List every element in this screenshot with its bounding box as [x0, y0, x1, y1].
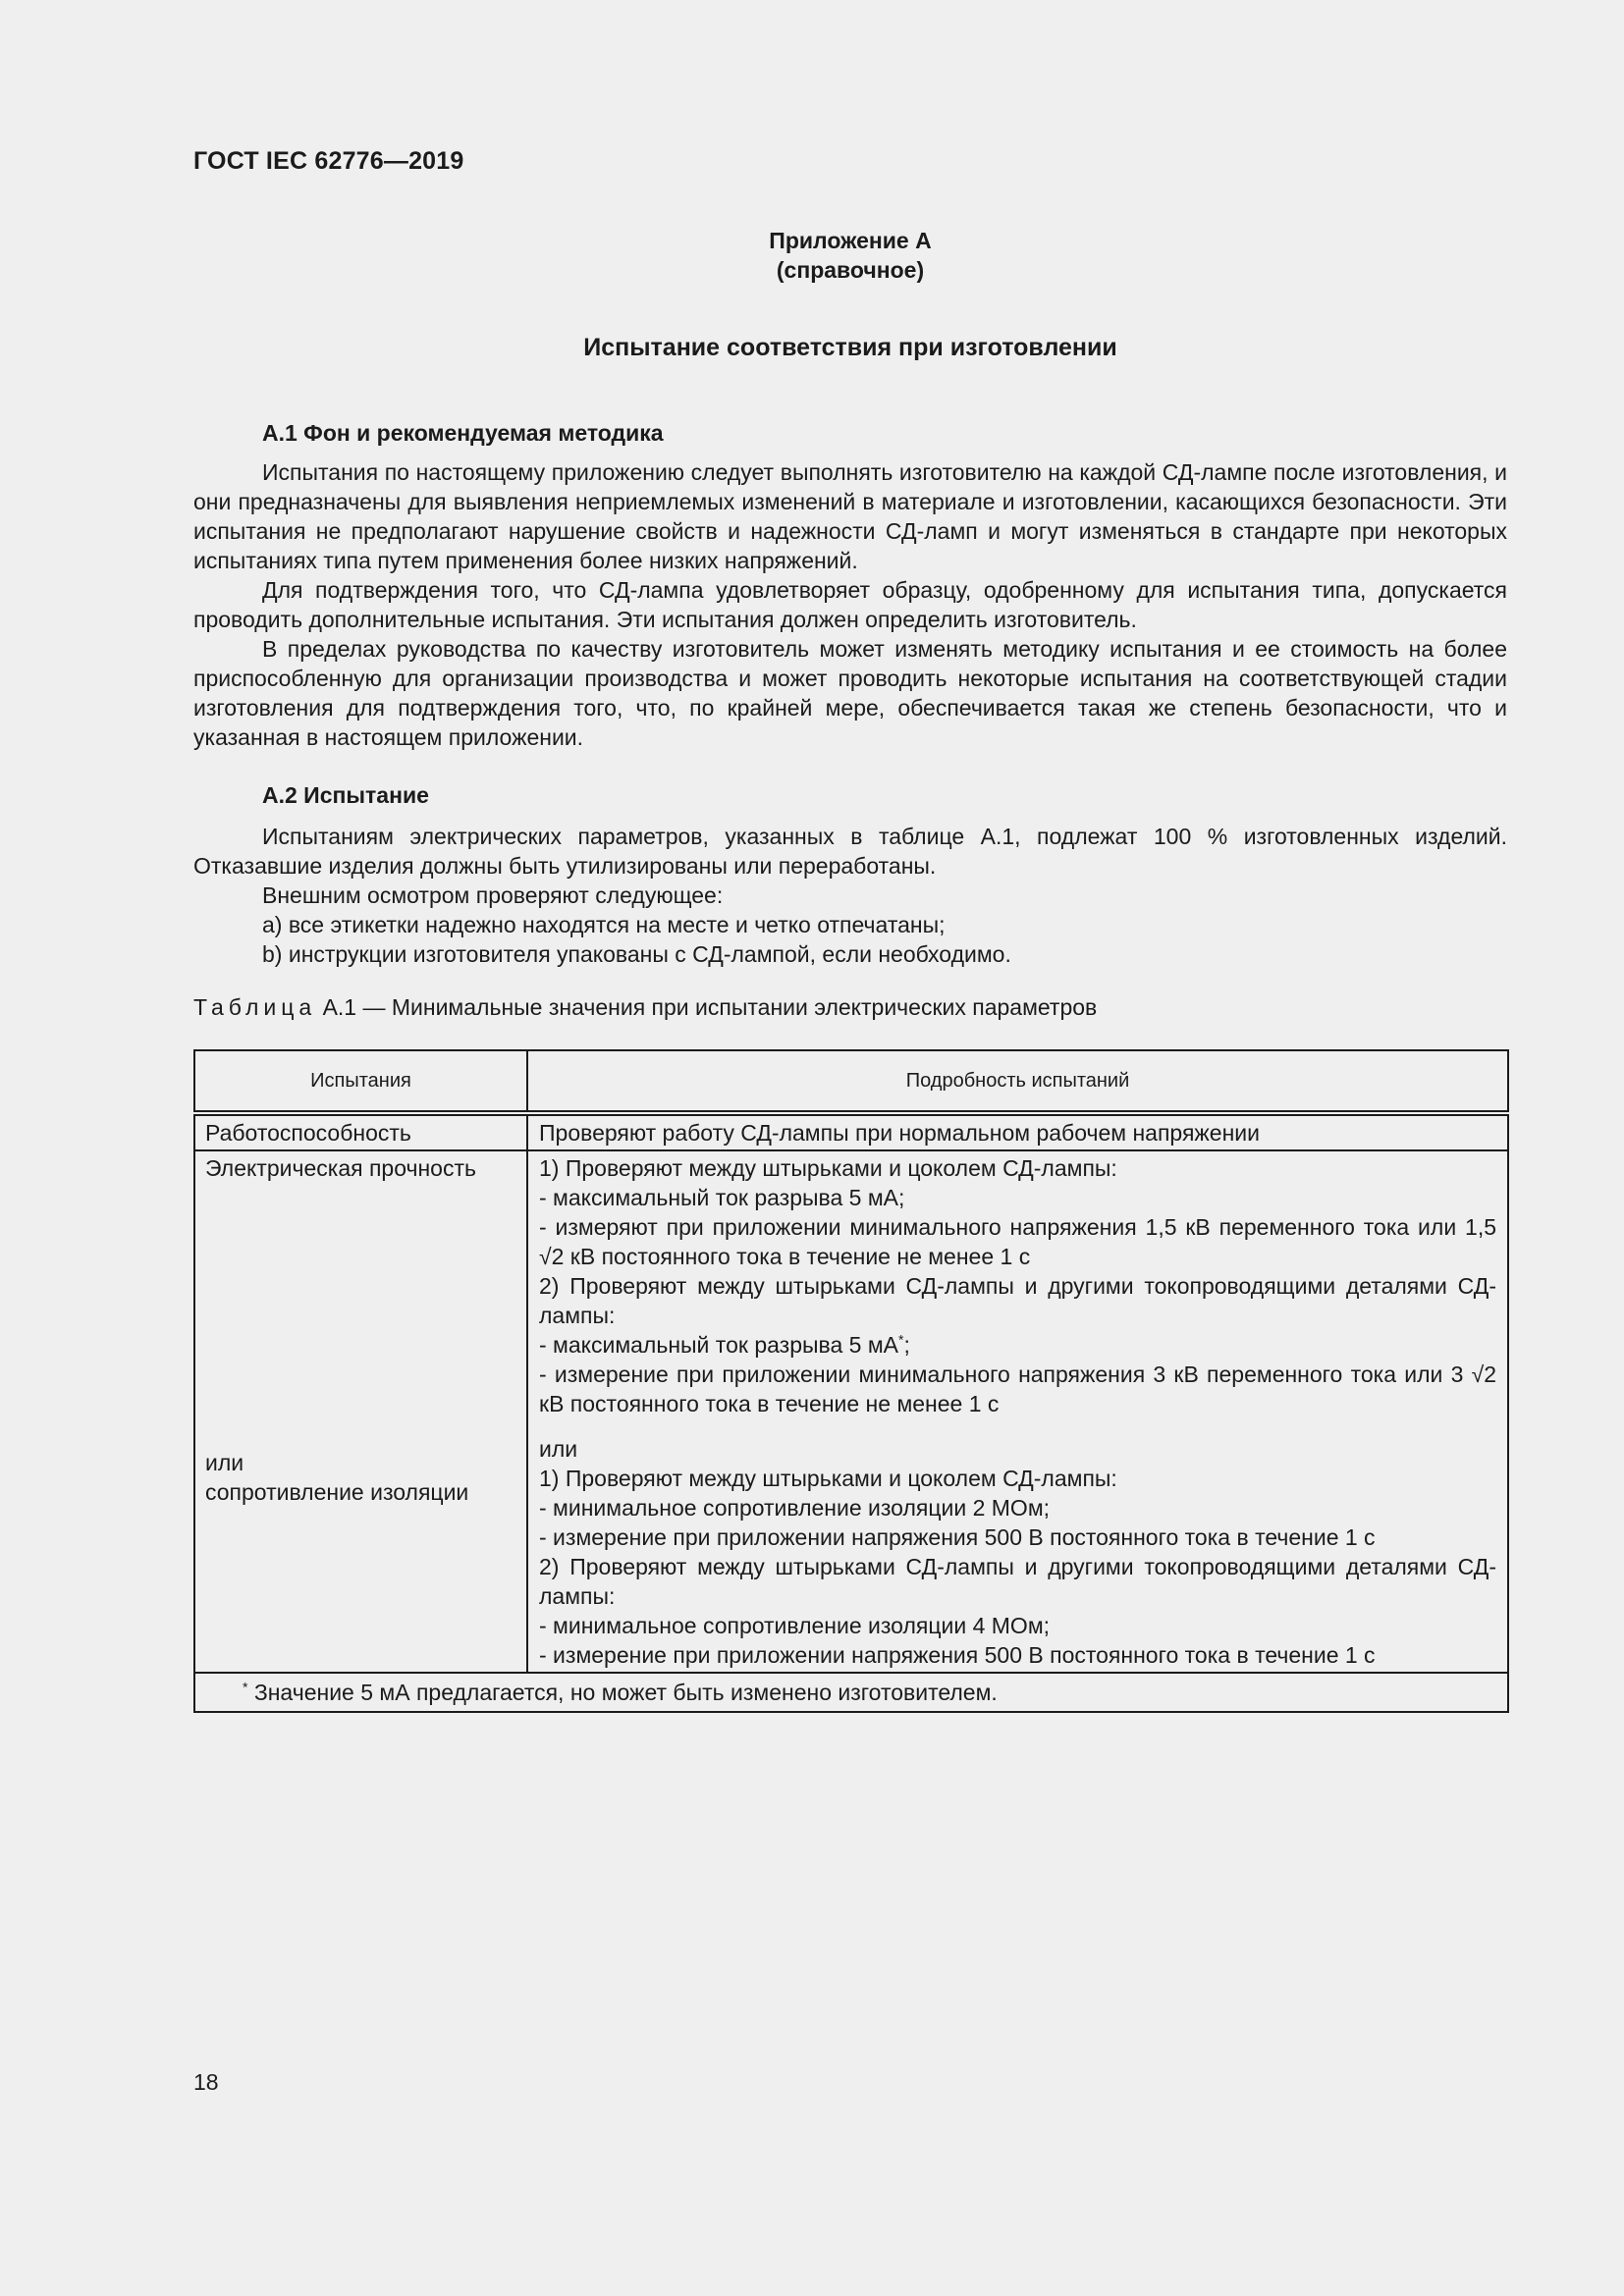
- footnote-mark: *: [898, 1331, 904, 1348]
- detail-line: - измерение при приложении напряжения 500 В постоянного тока в течение 1 с: [539, 1524, 1376, 1550]
- annex-main-title: Испытание соответствия при изготовлении: [583, 334, 1117, 361]
- detail-star-text: - максимальный ток разрыва 5 мА: [539, 1332, 898, 1358]
- table-cell-test-operability: Работоспособность: [194, 1113, 527, 1150]
- table-header-tests: Испытания: [194, 1050, 527, 1113]
- detail-star-tail: ;: [903, 1332, 910, 1358]
- detail-line: - максимальный ток разрыва 5 мА;: [539, 1185, 905, 1210]
- detail-line-with-footnote: [539, 1330, 1496, 1360]
- table-header-details: Подробность испытаний: [527, 1050, 1508, 1113]
- section-a2-line-2: a) все этикетки надежно находятся на месте и четко отпечатаны;: [262, 912, 946, 937]
- table-cell-test-strength: [194, 1150, 527, 1673]
- document-id: ГОСТ IEC 62776—2019: [193, 147, 464, 175]
- test-insulation-resistance: сопротивление изоляции: [205, 1479, 469, 1505]
- table-row: [194, 1113, 1508, 1150]
- section-a1-heading: А.1 Фон и рекомендуемая методика: [262, 420, 664, 446]
- table-footnote: [194, 1673, 1508, 1712]
- table-caption-text: А.1 — Минимальные значения при испытании электрических параметров: [316, 994, 1098, 1020]
- section-a2-line-3: b) инструкции изготовителя упакованы с СД-лампой, если необходимо.: [262, 941, 1011, 967]
- section-a1-paragraph-3: В пределах руководства по качеству изготовитель может изменять методику испытания и ее стоимость на более приспособленную для организации производства и может проводить некоторые испытания на соответствующей стадии изготовления для подтверждения того, что, по крайней мере, обеспечивается такая же степень безопасности, что и указанная в настоящем приложении.: [193, 636, 1507, 750]
- table-caption-label: Таблица: [193, 994, 317, 1020]
- footnote-mark: *: [243, 1679, 248, 1695]
- page-number: 18: [193, 2069, 219, 2095]
- section-a2-paragraph-1: Испытаниям электрических параметров, указанных в таблице А.1, подлежат 100 % изготовленных изделий. Отказавшие изделия должны быть утилизированы или переработаны.: [193, 824, 1507, 879]
- table-caption: [193, 994, 1097, 1021]
- annex-heading: [193, 226, 1507, 285]
- detail-or-label: или: [539, 1436, 578, 1462]
- detail-line: - измерение при приложении минимального напряжения 3 кВ переменного тока или 3 √2 кВ постоянного тока в течение не менее 1 с: [539, 1362, 1496, 1416]
- spacer: [539, 1418, 1496, 1434]
- table-cell-detail-strength: [527, 1150, 1508, 1673]
- detail-line: 2) Проверяют между штырьками СД-лампы и другими токопроводящими деталями СД-лампы:: [539, 1273, 1496, 1328]
- test-electric-strength: Электрическая прочность: [205, 1155, 476, 1181]
- section-a1: [193, 418, 1507, 752]
- section-a1-paragraph-2: Для подтверждения того, что СД-лампа удовлетворяет образцу, одобренному для испытания типа, допускается проводить дополнительные испытания. Эти испытания должен определить изготовитель.: [193, 577, 1507, 632]
- table-header-row: [194, 1050, 1508, 1113]
- section-a2-line-1: Внешним осмотром проверяют следующее:: [262, 882, 724, 908]
- spacer: [205, 1183, 516, 1448]
- annex-subtitle: (справочное): [776, 257, 925, 283]
- test-or-label: или: [205, 1450, 244, 1475]
- detail-line: - измерение при приложении напряжения 500 В постоянного тока в течение 1 с: [539, 1642, 1376, 1668]
- table-row: [194, 1150, 1508, 1673]
- detail-line: 2) Проверяют между штырьками СД-лампы и другими токопроводящими деталями СД-лампы:: [539, 1554, 1496, 1609]
- detail-line: 1) Проверяют между штырьками и цоколем СД-лампы:: [539, 1155, 1117, 1181]
- detail-line: - минимальное сопротивление изоляции 4 МОм;: [539, 1613, 1051, 1638]
- detail-line: - измеряют при приложении минимального напряжения 1,5 кВ переменного тока или 1,5 √2 кВ постоянного тока в течение не менее 1 с: [539, 1214, 1496, 1269]
- detail-line: - минимальное сопротивление изоляции 2 МОм;: [539, 1495, 1051, 1521]
- detail-line: 1) Проверяют между штырьками и цоколем СД-лампы:: [539, 1466, 1117, 1491]
- section-a2-heading: А.2 Испытание: [262, 782, 429, 808]
- section-a2: [193, 780, 1507, 969]
- annex-title: Приложение А: [769, 228, 932, 253]
- table-footnote-row: [194, 1673, 1508, 1712]
- table-cell-detail-operability: Проверяют работу СД-лампы при нормальном рабочем напряжении: [527, 1113, 1508, 1150]
- table-a1: [193, 1049, 1509, 1713]
- section-a1-paragraph-1: Испытания по настоящему приложению следует выполнять изготовителю на каждой СД-лампе после изготовления, и они предназначены для выявления неприемлемых изменений в материале и изготовлении, касающихся безопасности. Эти испытания не предполагают нарушение свойств и надежности СД-ламп и могут изменяться в стандарте при некоторых испытаниях типа путем применения более низких напряжений.: [193, 459, 1507, 573]
- footnote-text: Значение 5 мА предлагается, но может быть изменено изготовителем.: [247, 1680, 998, 1705]
